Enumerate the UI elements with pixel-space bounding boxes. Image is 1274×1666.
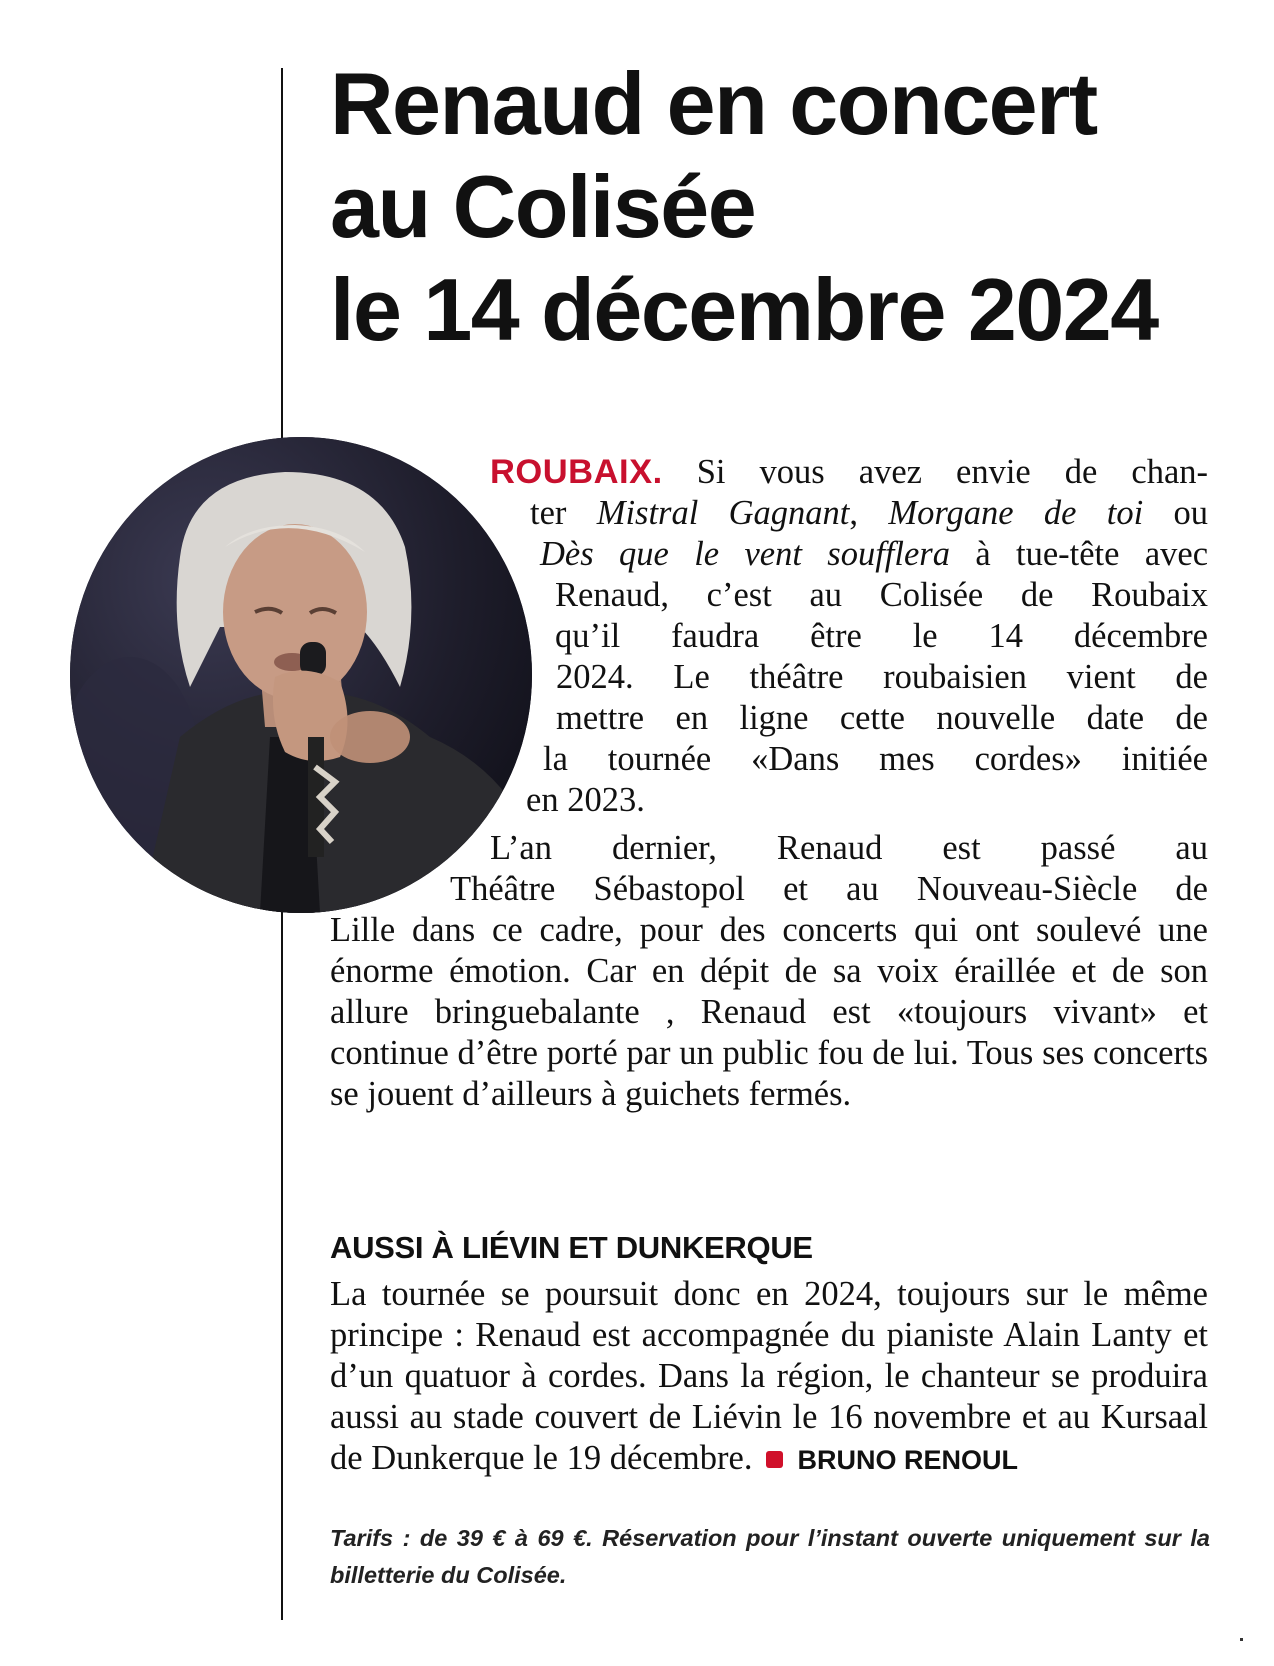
song-title: Dès que le vent soufflera	[540, 535, 950, 573]
lead-line-8: la tournée «Dans mes cordes» initiée	[543, 740, 1208, 778]
headline-line-2: au Colisée	[330, 157, 756, 256]
para2-body: Lille dans ce cadre, pour des concerts qui ont soulevé une énorme émotion. Car en dépit de sa voix éraillée et de son allure bringuebalante , Renaud est «toujours vivant» et continue d’être porté par un public fou de lui. Tous ses concerts se jouent d’ailleurs à guichets fermés.	[330, 911, 1208, 1113]
dateline-kicker: ROUBAIX.	[490, 453, 663, 491]
lead-line-7: mettre en ligne cette nouvelle date de	[556, 699, 1208, 737]
song-title: Morgane de toi	[888, 494, 1144, 532]
headline-line-3: le 14 décembre 2024	[330, 260, 1158, 359]
end-square-icon	[766, 1451, 783, 1468]
song-title: Mistral Gagnant	[596, 494, 850, 532]
singer-photo-icon	[70, 437, 532, 913]
section-subhead: AUSSI À LIÉVIN ET DUNKERQUE	[330, 1230, 813, 1265]
para2-line-2: Théâtre Sébastopol et au Nouveau-Siècle de	[450, 870, 1208, 908]
lead-line-1: ROUBAIX. Si vous avez envie de chan-	[490, 453, 1208, 491]
lead-line-9: en 2023.	[526, 781, 645, 819]
lead-line-3: Dès que le vent soufflera à tue-tête avec	[540, 535, 1209, 573]
lead-line-5: qu’il faudra être le 14 décembre	[555, 617, 1208, 655]
author-byline: BRUNO RENOUL	[797, 1445, 1018, 1475]
lead-line-2: ter Mistral Gagnant, Morgane de toi ou	[530, 494, 1208, 532]
headline	[330, 52, 1250, 361]
page-dot	[1240, 1638, 1243, 1641]
lead-line-6: 2024. Le théâtre roubaisien vient de	[556, 658, 1208, 696]
pricing-note: Tarifs : de 39 € à 69 €. Réservation pour l’instant ouverte uniquement sur la billetterie du Colisée.	[330, 1525, 1210, 1588]
para2-line-1: L’an dernier, Renaud est passé au	[490, 829, 1208, 867]
section-body: La tournée se poursuit donc en 2024, toujours sur le même principe : Renaud est accompagnée du pianiste Alain Lanty et d’un quatuor à cordes. Dans la région, le chanteur se produira aussi au stade couvert de Liévin le 16 novembre et au Kursaal de Dunkerque le 19 décembre. BRUNO RENOUL	[330, 1275, 1208, 1477]
headline-line-1: Renaud en concert	[330, 54, 1097, 153]
lead-line-4: Renaud, c’est au Colisée de Roubaix	[555, 576, 1208, 614]
